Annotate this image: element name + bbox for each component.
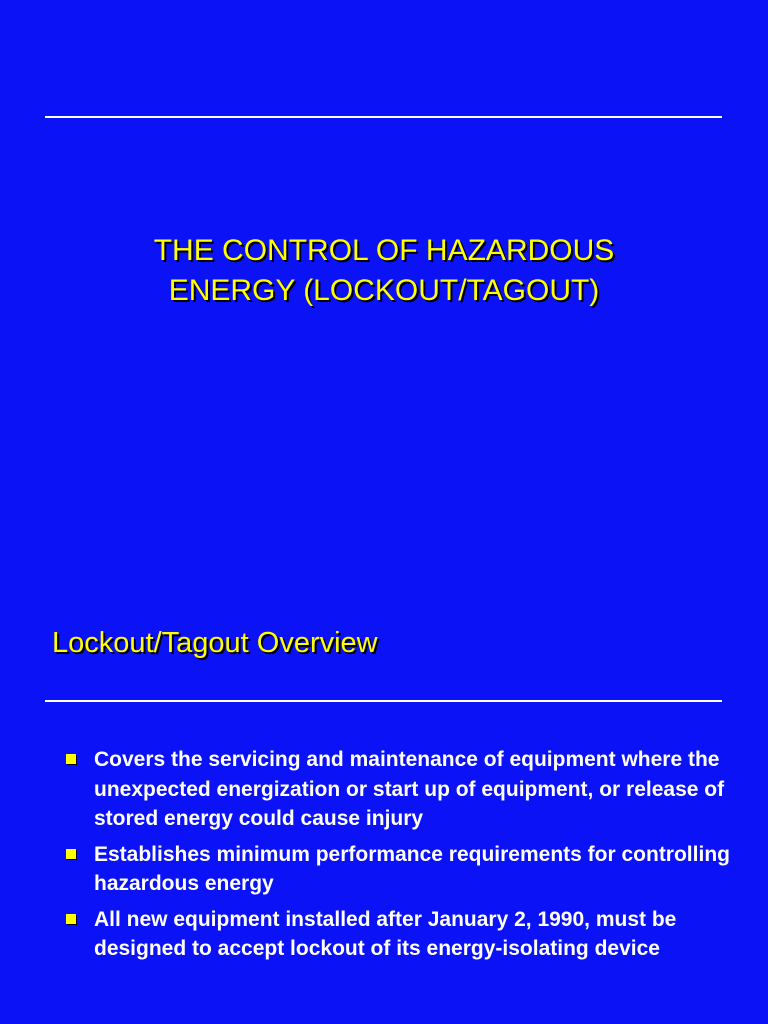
title-divider-line	[45, 700, 722, 702]
overview-slide	[0, 585, 768, 1024]
bullet-text: All new equipment installed after January 2, 1990, must be designed to accept lockout of its energy-isolating device	[94, 907, 677, 960]
slide-title	[60, 231, 708, 311]
bullet-text: Establishes minimum performance requirements for controlling hazardous energy	[94, 842, 730, 895]
square-bullet-icon	[66, 754, 76, 764]
slide-title-line-2: ENERGY (LOCKOUT/TAGOUT)	[168, 274, 600, 307]
bullet-text: Covers the servicing and maintenance of equipment where the unexpected energization or start up of equipment, or release of stored energy could cause injury	[94, 748, 725, 830]
square-bullet-icon	[66, 849, 76, 859]
bullet-item	[62, 905, 742, 964]
top-divider-line	[45, 116, 722, 118]
bullet-item	[62, 840, 742, 899]
bullet-list	[62, 745, 742, 970]
square-bullet-icon	[66, 914, 76, 924]
section-title: Lockout/Tagout Overview	[52, 627, 378, 659]
slide-title-line-1: THE CONTROL OF HAZARDOUS	[153, 234, 615, 267]
bullet-item	[62, 745, 742, 834]
